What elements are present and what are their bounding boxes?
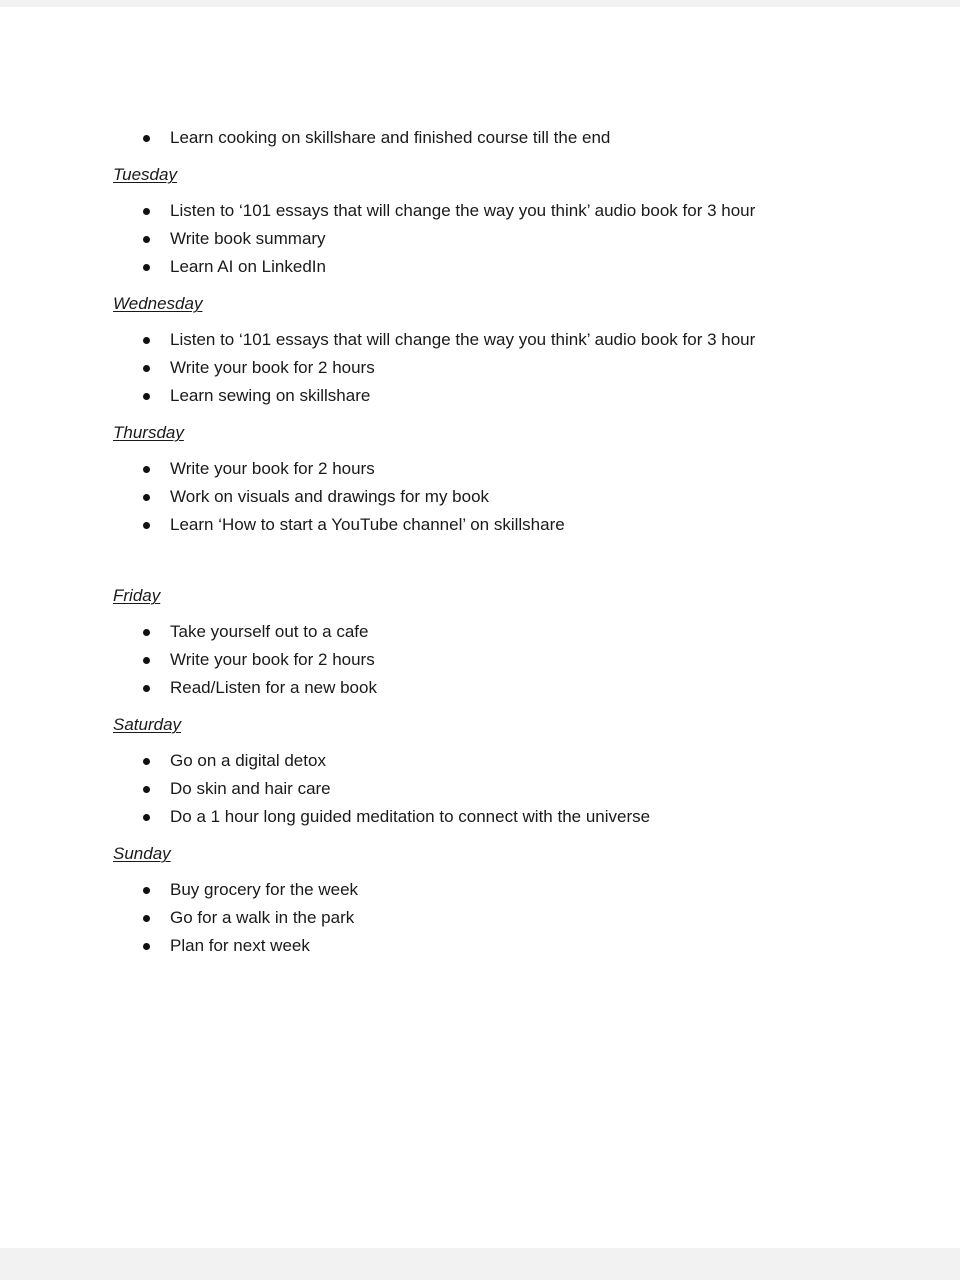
task-text: Write your book for 2 hours	[170, 459, 375, 478]
task-text: Go for a walk in the park	[170, 908, 355, 927]
list-item	[113, 124, 913, 152]
list-item	[113, 511, 913, 539]
bullet-icon	[143, 657, 150, 664]
task-list-sunday	[113, 876, 913, 960]
day-heading-thursday: Thursday	[113, 423, 184, 442]
list-item	[113, 382, 913, 410]
intro-task-list	[113, 124, 913, 152]
day-heading-saturday: Saturday	[113, 715, 182, 734]
task-text: Write your book for 2 hours	[170, 358, 375, 377]
bullet-icon	[143, 814, 150, 821]
task-list-saturday	[113, 747, 913, 831]
task-text: Learn cooking on skillshare and finished course till the end	[170, 128, 611, 147]
list-item	[113, 747, 913, 775]
task-text: Plan for next week	[170, 936, 310, 955]
task-text: Work on visuals and drawings for my book	[170, 487, 490, 506]
task-list-tuesday	[113, 197, 913, 281]
bullet-icon	[143, 685, 150, 692]
list-item	[113, 326, 913, 354]
day-heading-tuesday: Tuesday	[113, 165, 177, 184]
bullet-icon	[143, 337, 150, 344]
list-item	[113, 646, 913, 674]
task-text: Write your book for 2 hours	[170, 650, 375, 669]
day-heading-friday: Friday	[113, 586, 161, 605]
list-item	[113, 197, 913, 225]
task-text: Listen to ‘101 essays that will change the way you think’ audio book for 3 hour	[170, 330, 756, 349]
document-content	[113, 124, 913, 960]
bullet-icon	[143, 915, 150, 922]
bullet-icon	[143, 236, 150, 243]
list-item	[113, 932, 913, 960]
task-text: Read/Listen for a new book	[170, 678, 377, 697]
list-item	[113, 618, 913, 646]
task-list-wednesday	[113, 326, 913, 410]
task-text: Take yourself out to a cafe	[170, 622, 369, 641]
bullet-icon	[143, 466, 150, 473]
task-text: Do a 1 hour long guided meditation to connect with the universe	[170, 807, 651, 826]
bullet-icon	[143, 208, 150, 215]
task-list-thursday	[113, 455, 913, 539]
list-item	[113, 775, 913, 803]
task-text: Go on a digital detox	[170, 751, 326, 770]
list-item	[113, 225, 913, 253]
task-list-friday	[113, 618, 913, 702]
list-item	[113, 803, 913, 831]
bullet-icon	[143, 393, 150, 400]
bullet-icon	[143, 786, 150, 793]
list-item	[113, 674, 913, 702]
task-text: Learn ‘How to start a YouTube channel’ on skillshare	[170, 515, 565, 534]
day-heading-wednesday: Wednesday	[113, 294, 203, 313]
task-text: Listen to ‘101 essays that will change the way you think’ audio book for 3 hour	[170, 201, 756, 220]
list-item	[113, 483, 913, 511]
bullet-icon	[143, 887, 150, 894]
list-item	[113, 876, 913, 904]
list-item	[113, 904, 913, 932]
bullet-icon	[143, 629, 150, 636]
bullet-icon	[143, 264, 150, 271]
bullet-icon	[143, 522, 150, 529]
task-text: Write book summary	[170, 229, 326, 248]
bullet-icon	[143, 943, 150, 950]
bullet-icon	[143, 135, 150, 142]
task-text: Do skin and hair care	[170, 779, 331, 798]
bullet-icon	[143, 758, 150, 765]
list-item	[113, 354, 913, 382]
bullet-icon	[143, 494, 150, 501]
bullet-icon	[143, 365, 150, 372]
task-text: Buy grocery for the week	[170, 880, 359, 899]
task-text: Learn AI on LinkedIn	[170, 257, 326, 276]
task-text: Learn sewing on skillshare	[170, 386, 371, 405]
list-item	[113, 253, 913, 281]
day-heading-sunday: Sunday	[113, 844, 171, 863]
list-item	[113, 455, 913, 483]
document-page	[0, 7, 960, 1248]
